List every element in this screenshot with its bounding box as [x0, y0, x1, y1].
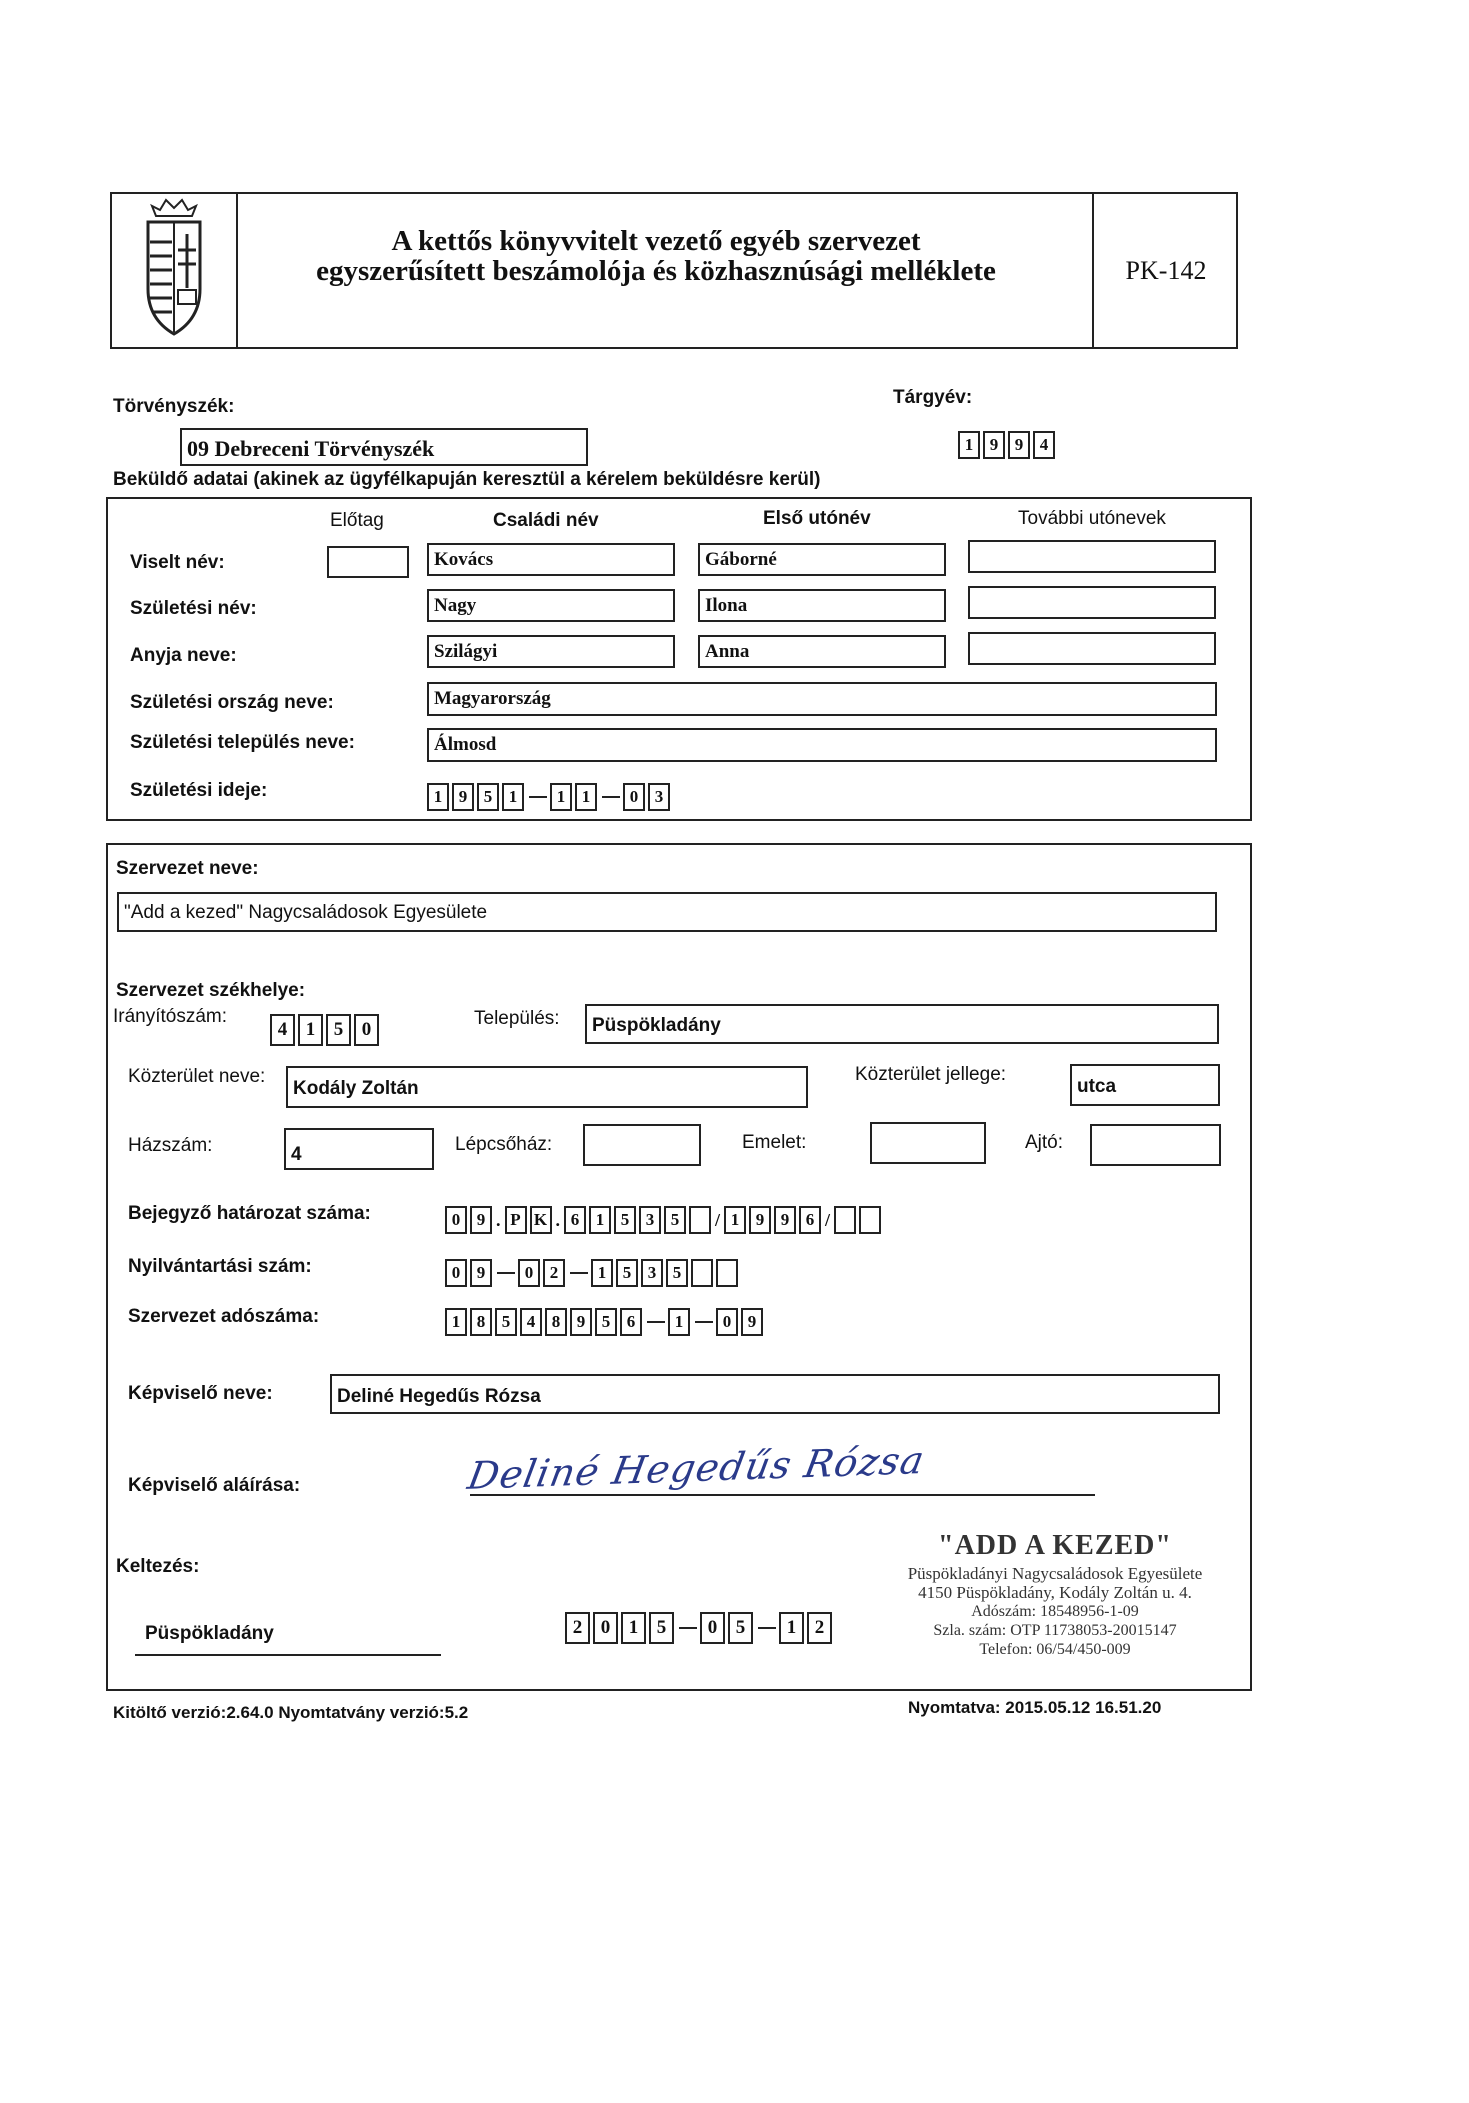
court-field[interactable]: 09 Debreceni Törvényszék	[180, 428, 588, 466]
worn-name-other-field[interactable]	[968, 540, 1216, 573]
col-prefix: Előtag	[330, 510, 384, 531]
court-label: Törvényszék:	[113, 396, 235, 417]
mother-name-family-field[interactable]: Szilágyi	[427, 635, 675, 668]
form-title-line2: egyszerűsített beszámolója és közhasznúsági melléklete	[316, 255, 996, 287]
street-label: Közterület neve:	[128, 1066, 266, 1087]
tax-digit: 9	[570, 1308, 592, 1336]
registry-digit	[716, 1259, 738, 1287]
birth-day-digit: 3	[648, 783, 670, 811]
org-seat-label: Szervezet székhelye:	[116, 980, 306, 1001]
worn-name-first-field[interactable]: Gáborné	[698, 543, 946, 576]
birth-name-other-field[interactable]	[968, 586, 1216, 619]
col-other: További utónevek	[1018, 508, 1166, 529]
birth-month-digit: 1	[575, 783, 597, 811]
birth-year-digit: 1	[427, 783, 449, 811]
worn-name-prefix-field[interactable]	[327, 546, 409, 578]
tax-dash	[647, 1321, 665, 1323]
tax-digit: 8	[470, 1308, 492, 1336]
birth-year-digit: 1	[502, 783, 524, 811]
stair-field[interactable]	[583, 1124, 701, 1166]
stamp-line: 4150 Püspökladány, Kodály Zoltán u. 4.	[918, 1583, 1192, 1602]
birth-place-label: Születési település neve:	[130, 732, 355, 753]
tax-digit: 5	[495, 1308, 517, 1336]
door-label: Ajtó:	[1025, 1132, 1064, 1153]
form-code: PK-142	[1125, 255, 1207, 285]
sender-heading: Beküldő adatai (akinek az ügyfélkapuján keresztül a kérelem beküldésre kerül)	[113, 469, 821, 490]
col-first: Első utónév	[763, 508, 871, 529]
registry-digit: 1	[591, 1259, 613, 1287]
resolution-char: 9	[749, 1206, 771, 1234]
registry-digit: 5	[666, 1259, 688, 1287]
date-digit: 1	[621, 1612, 646, 1644]
resolution-field[interactable]	[445, 1205, 884, 1235]
form-title	[236, 226, 1076, 286]
tax-digit: 8	[545, 1308, 567, 1336]
form-title-line1: A kettős könyvvitelt vezető egyéb szervezet	[391, 225, 921, 257]
birth-year-digit: 5	[477, 783, 499, 811]
registry-dash	[497, 1272, 515, 1274]
resolution-char	[859, 1206, 881, 1234]
year-digit: 4	[1033, 431, 1055, 459]
stamp-line: Szla. szám: OTP 11738053-20015147	[933, 1622, 1177, 1639]
city-field[interactable]: Püspökladány	[585, 1004, 1219, 1044]
worn-name-label: Viselt név:	[130, 552, 225, 573]
resolution-char	[689, 1206, 711, 1234]
footer-version: Kitöltő verzió:2.64.0 Nyomtatvány verzió:5.2	[113, 1703, 469, 1722]
registry-digit: 9	[470, 1259, 492, 1287]
zip-digit: 4	[270, 1014, 295, 1046]
resolution-char: 1	[589, 1206, 611, 1234]
mother-name-other-field[interactable]	[968, 632, 1216, 665]
tax-digit: 5	[595, 1308, 617, 1336]
birth-date-field[interactable]	[427, 782, 673, 812]
signature-text: Deliné Hegedűs Rózsa	[464, 1438, 929, 1498]
birth-country-field[interactable]: Magyarország	[427, 682, 1217, 716]
year-digit: 9	[983, 431, 1005, 459]
registry-digit: 5	[616, 1259, 638, 1287]
date-field[interactable]	[565, 1610, 835, 1646]
resolution-char: 0	[445, 1206, 467, 1234]
date-dash	[602, 796, 620, 798]
birth-name-family-field[interactable]: Nagy	[427, 589, 675, 622]
floor-label: Emelet:	[742, 1132, 807, 1153]
date-digit: 2	[565, 1612, 590, 1644]
year-digit: 1	[958, 431, 980, 459]
resolution-label: Bejegyző határozat száma:	[128, 1203, 371, 1224]
rep-name-field[interactable]: Deliné Hegedűs Rózsa	[330, 1374, 1220, 1414]
tax-digit: 4	[520, 1308, 542, 1336]
date-digit: 5	[649, 1612, 674, 1644]
street-field[interactable]: Kodály Zoltán	[286, 1066, 808, 1108]
year-label: Tárgyév:	[893, 387, 973, 408]
form-code-cell	[1092, 194, 1238, 347]
tax-number-label: Szervezet adószáma:	[128, 1306, 320, 1327]
worn-name-family-field[interactable]: Kovács	[427, 543, 675, 576]
birth-country-label: Születési ország neve:	[130, 692, 334, 713]
col-family: Családi név	[493, 510, 599, 531]
resolution-char: P	[505, 1206, 527, 1234]
resolution-char: 9	[470, 1206, 492, 1234]
resolution-dot: .	[555, 1209, 560, 1230]
birth-date-label: Születési ideje:	[130, 780, 268, 801]
zip-field[interactable]	[270, 1012, 382, 1048]
resolution-char: K	[530, 1206, 552, 1234]
date-dash	[679, 1627, 697, 1629]
birth-day-digit: 0	[623, 783, 645, 811]
stamp-line: Adószám: 18548956-1-09	[971, 1603, 1139, 1620]
tax-digit: 1	[445, 1308, 467, 1336]
resolution-dot: .	[496, 1209, 501, 1230]
year-digit: 9	[1008, 431, 1030, 459]
org-name-field[interactable]: "Add a kezed" Nagycsaládosok Egyesülete	[117, 892, 1217, 932]
date-place-field[interactable]: Püspökladány	[145, 1623, 274, 1644]
resolution-char: 9	[774, 1206, 796, 1234]
birth-name-first-field[interactable]: Ilona	[698, 589, 946, 622]
birth-place-field[interactable]: Álmosd	[427, 728, 1217, 762]
birth-name-label: Születési név:	[130, 598, 257, 619]
date-place-line	[135, 1654, 441, 1656]
resolution-char: 1	[724, 1206, 746, 1234]
registry-digit: 0	[445, 1259, 467, 1287]
date-digit: 0	[593, 1612, 618, 1644]
street-type-label: Közterület jellege:	[855, 1064, 1007, 1085]
footer-printed: Nyomtatva: 2015.05.12 16.51.20	[908, 1698, 1162, 1717]
street-type-field[interactable]: utca	[1070, 1064, 1220, 1106]
registry-digit: 3	[641, 1259, 663, 1287]
house-number-label: Házszám:	[128, 1135, 213, 1156]
birth-month-digit: 1	[550, 783, 572, 811]
registry-label: Nyilvántartási szám:	[128, 1256, 312, 1277]
year-field[interactable]	[958, 430, 1058, 460]
date-label: Keltezés:	[116, 1556, 200, 1577]
registry-digit: 0	[518, 1259, 540, 1287]
registry-digit: 2	[543, 1259, 565, 1287]
date-digit: 0	[700, 1612, 725, 1644]
form-header	[110, 192, 1238, 349]
mother-name-first-field[interactable]: Anna	[698, 635, 946, 668]
zip-label: Irányítószám:	[113, 1006, 228, 1027]
org-name-label: Szervezet neve:	[116, 858, 259, 879]
city-label: Település:	[474, 1008, 560, 1029]
organization-stamp	[855, 1530, 1255, 1659]
mother-name-label: Anyja neve:	[130, 645, 237, 666]
stamp-line: Püspökladányi Nagycsaládosok Egyesülete	[907, 1564, 1203, 1583]
birth-year-digit: 9	[452, 783, 474, 811]
resolution-char: 5	[614, 1206, 636, 1234]
date-dash	[758, 1627, 776, 1629]
tax-digit: 1	[668, 1308, 690, 1336]
tax-digit: 6	[620, 1308, 642, 1336]
registry-field[interactable]	[445, 1258, 741, 1288]
zip-digit: 0	[354, 1014, 379, 1046]
zip-digit: 5	[326, 1014, 351, 1046]
tax-dash	[695, 1321, 713, 1323]
tax-number-field[interactable]	[445, 1307, 766, 1337]
rep-name-label: Képviselő neve:	[128, 1383, 273, 1404]
tax-digit: 0	[716, 1308, 738, 1336]
door-field[interactable]	[1090, 1124, 1221, 1166]
resolution-char: 6	[564, 1206, 586, 1234]
date-digit: 1	[779, 1612, 804, 1644]
resolution-char: 6	[799, 1206, 821, 1234]
floor-field[interactable]	[870, 1122, 986, 1164]
resolution-slash: /	[715, 1209, 721, 1230]
coat-of-arms-emblem	[112, 194, 238, 347]
stamp-title: "ADD A KEZED"	[938, 1530, 1172, 1561]
rep-signature-label: Képviselő aláírása:	[128, 1475, 301, 1496]
registry-digit	[691, 1259, 713, 1287]
registry-dash	[570, 1272, 588, 1274]
house-number-field[interactable]: 4	[284, 1128, 434, 1170]
date-dash	[529, 796, 547, 798]
date-digit: 2	[807, 1612, 832, 1644]
date-digit: 5	[728, 1612, 753, 1644]
stamp-line: Telefon: 06/54/450-009	[979, 1641, 1131, 1658]
resolution-char: 5	[664, 1206, 686, 1234]
zip-digit: 1	[298, 1014, 323, 1046]
tax-digit: 9	[741, 1308, 763, 1336]
resolution-char: 3	[639, 1206, 661, 1234]
resolution-slash: /	[825, 1209, 831, 1230]
stair-label: Lépcsőház:	[455, 1134, 553, 1155]
resolution-char	[834, 1206, 856, 1234]
